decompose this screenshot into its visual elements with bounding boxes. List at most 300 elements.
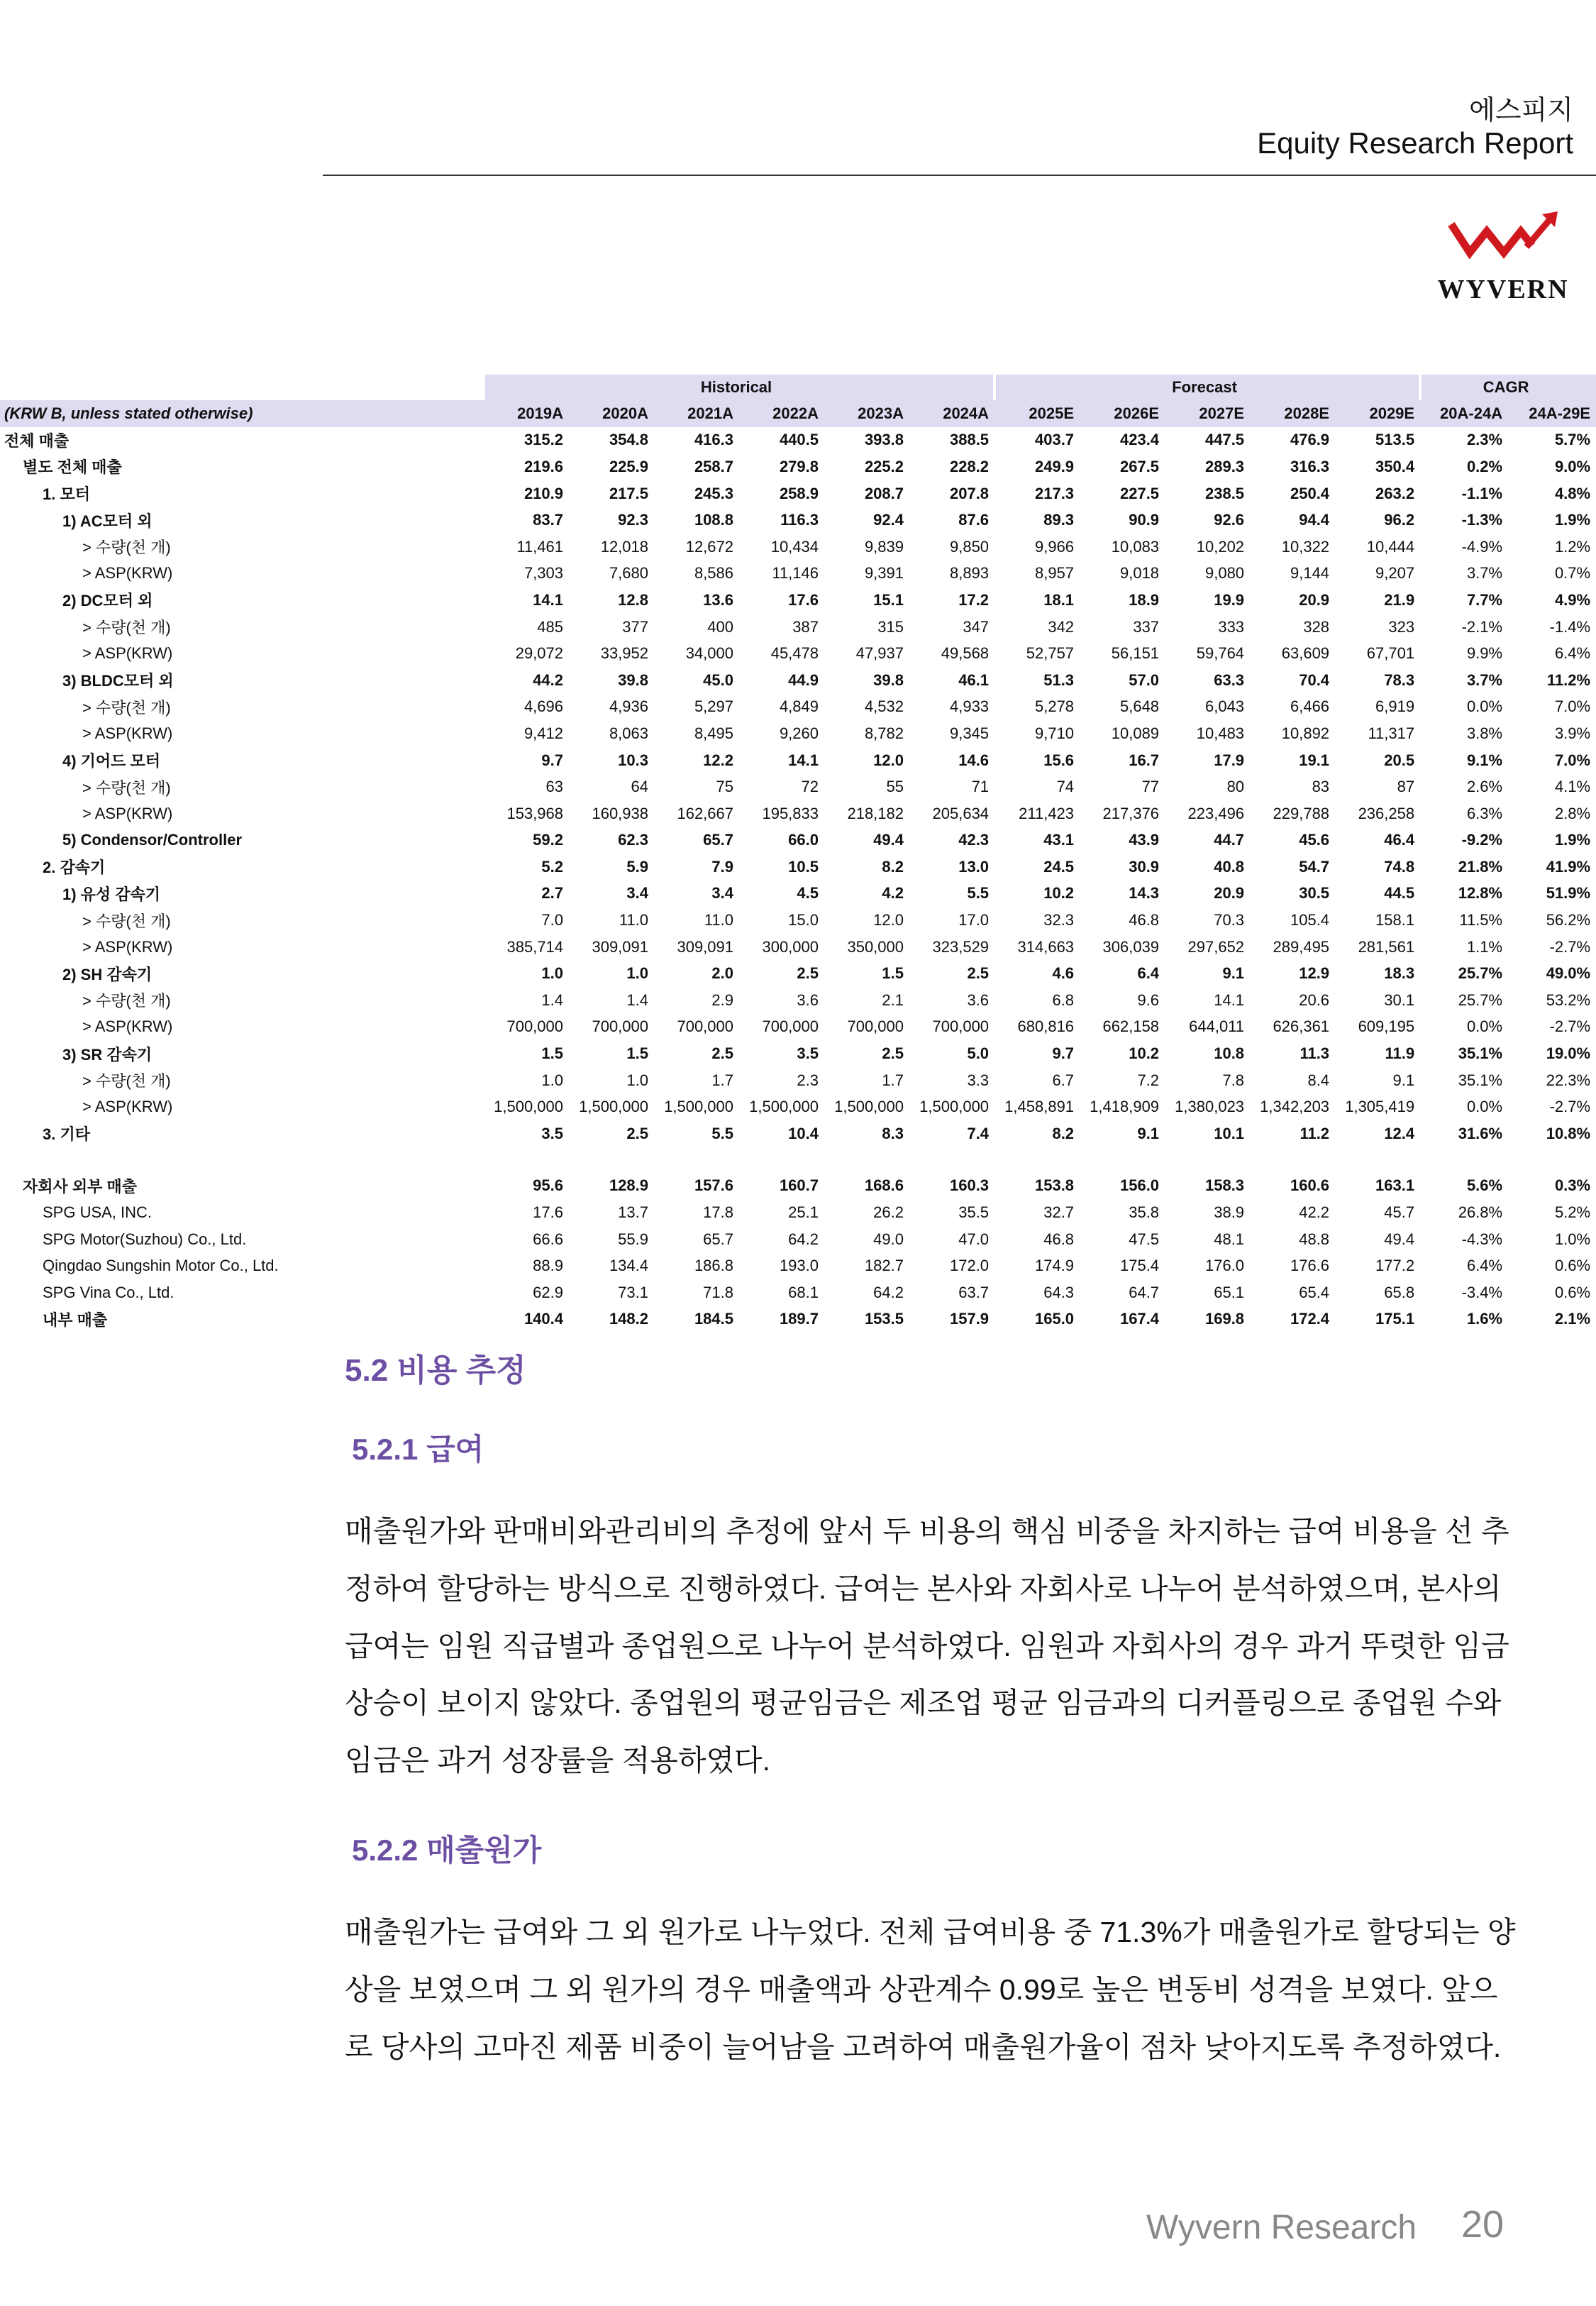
table-cell: 7.8 xyxy=(1222,1071,1245,1089)
table-cell: 10.1 xyxy=(1214,1124,1245,1142)
table-cell: 4.5 xyxy=(797,884,819,903)
row-label: > ASP(KRW) xyxy=(82,644,173,663)
table-cell: 258.9 xyxy=(779,484,819,502)
table-cell: 9,018 xyxy=(1119,564,1160,583)
table-cell: 157.9 xyxy=(949,1310,990,1328)
table-cell: 9,207 xyxy=(1375,564,1415,583)
table-row xyxy=(0,1226,1596,1253)
table-cell: 33,952 xyxy=(600,644,648,663)
table-cell: 30.9 xyxy=(1129,857,1160,876)
row-label: SPG Motor(Suzhou) Co., Ltd. xyxy=(43,1230,247,1248)
table-cell: 217.5 xyxy=(609,484,648,502)
table-cell: 64.2 xyxy=(873,1283,904,1301)
page-number: 20 xyxy=(1461,2203,1504,2246)
table-cell: 10,892 xyxy=(1281,724,1330,742)
table-cell: 1.9% xyxy=(1554,511,1591,529)
table-cell: 25.1 xyxy=(788,1203,819,1222)
table-cell: 87.6 xyxy=(958,511,990,529)
table-cell: 1.9% xyxy=(1554,831,1591,849)
table-cell: 17.9 xyxy=(1214,751,1245,769)
table-cell: 169.8 xyxy=(1204,1310,1245,1328)
row-label: 2. 감속기 xyxy=(43,859,106,877)
table-cell: 10,089 xyxy=(1111,724,1160,742)
table-cell: 0.0% xyxy=(1466,1017,1503,1036)
table-cell: 67,701 xyxy=(1366,644,1415,663)
table-cell: 9,710 xyxy=(1034,724,1075,742)
table-cell: 163.1 xyxy=(1375,1176,1415,1195)
table-cell: 10,434 xyxy=(770,537,819,556)
table-cell: 74 xyxy=(1056,778,1075,796)
table-cell: 4.9% xyxy=(1554,590,1591,609)
table-cell: 0.2% xyxy=(1466,457,1503,475)
table-cell: 4.1% xyxy=(1554,778,1591,796)
header-company: 에스피지 xyxy=(1469,96,1573,126)
table-cell: 9,966 xyxy=(1034,537,1075,556)
table-cell: 6,919 xyxy=(1375,697,1415,716)
table-cell: 10,202 xyxy=(1196,537,1245,556)
table-cell: 6.8 xyxy=(1052,991,1075,1009)
table-cell: 47.0 xyxy=(958,1230,990,1248)
table-cell: 2.9 xyxy=(711,991,733,1009)
table-cell: 416.3 xyxy=(694,431,733,449)
row-label: 4) 기어드 모터 xyxy=(62,752,161,771)
table-cell: 238.5 xyxy=(1204,484,1245,502)
table-row xyxy=(0,1306,1596,1333)
table-cell: 18.1 xyxy=(1043,590,1075,609)
table-cell: 6,043 xyxy=(1204,697,1245,716)
table-cell: 153.8 xyxy=(1034,1176,1075,1195)
row-label: 내부 매출 xyxy=(43,1311,108,1329)
table-cell: 10,083 xyxy=(1111,537,1160,556)
table-cell: 205,634 xyxy=(932,804,990,822)
table-cell: 9.1% xyxy=(1466,751,1503,769)
table-cell: 56,151 xyxy=(1111,644,1160,663)
table-row xyxy=(0,453,1596,480)
table-cell: 3.8% xyxy=(1466,724,1503,742)
row-label: 1) AC모터 외 xyxy=(62,512,153,530)
table-cell: 4,849 xyxy=(779,697,819,716)
table-cell: 20.9 xyxy=(1214,884,1245,903)
table-cell: 158.1 xyxy=(1375,911,1415,929)
table-cell: 7.7% xyxy=(1466,590,1503,609)
table-cell: 44.9 xyxy=(788,671,819,689)
table-cell: 43.1 xyxy=(1043,831,1075,849)
table-cell: 5.9 xyxy=(626,857,648,876)
table-cell: 10.3 xyxy=(618,751,648,769)
table-cell: 15.6 xyxy=(1043,751,1075,769)
table-cell: 1.7 xyxy=(711,1071,733,1089)
table-cell: 55.9 xyxy=(618,1230,648,1248)
table-cell: 316.3 xyxy=(1290,457,1330,475)
table-cell: 63.7 xyxy=(958,1283,990,1301)
table-cell: 309,091 xyxy=(677,937,733,956)
table-cell: 75 xyxy=(716,778,733,796)
table-cell: 3.9% xyxy=(1554,724,1591,742)
table-cell: 49,568 xyxy=(941,644,990,663)
table-row xyxy=(0,854,1596,881)
table-cell: 189.7 xyxy=(779,1310,819,1328)
table-cell: 2.5 xyxy=(967,964,990,983)
table-cell: 1.0% xyxy=(1554,1230,1591,1248)
table-cell: 39.8 xyxy=(873,671,904,689)
table-cell: 5.0 xyxy=(967,1044,990,1063)
table-cell: 17.6 xyxy=(788,590,819,609)
row-label: > ASP(KRW) xyxy=(82,1098,173,1116)
table-cell: 158.3 xyxy=(1204,1176,1245,1195)
table-cell: 4,532 xyxy=(864,697,904,716)
table-cell: 42.3 xyxy=(958,831,990,849)
table-cell: 148.2 xyxy=(609,1310,648,1328)
column-header: 2019A xyxy=(484,400,569,427)
table-cell: 385,714 xyxy=(506,937,563,956)
table-cell: 176.6 xyxy=(1290,1257,1330,1275)
table-cell: 73.1 xyxy=(618,1283,648,1301)
row-label: > ASP(KRW) xyxy=(82,564,173,583)
table-cell: 447.5 xyxy=(1204,431,1245,449)
table-row xyxy=(0,1093,1596,1120)
table-cell: 1.6% xyxy=(1466,1310,1503,1328)
table-cell: -4.3% xyxy=(1461,1230,1503,1248)
table-cell: 18.3 xyxy=(1384,964,1415,983)
table-row xyxy=(0,1252,1596,1279)
table-row xyxy=(0,720,1596,747)
table-cell: 289.3 xyxy=(1204,457,1245,475)
footer-brand: Wyvern Research xyxy=(1146,2209,1417,2246)
table-cell: 323,529 xyxy=(932,937,990,956)
row-label: 2) SH 감속기 xyxy=(62,965,153,983)
table-cell: 17.0 xyxy=(958,911,990,929)
table-cell: 2.0 xyxy=(711,964,733,983)
table-cell: 40.8 xyxy=(1214,857,1245,876)
table-cell: 217.3 xyxy=(1034,484,1075,502)
table-cell: 186.8 xyxy=(694,1257,733,1275)
table-cell: 14.1 xyxy=(1214,991,1245,1009)
row-label: > 수량(천 개) xyxy=(82,698,171,717)
table-cell: 35.1% xyxy=(1458,1071,1503,1089)
table-cell: 17.6 xyxy=(533,1203,563,1222)
row-label: 5) Condensor/Controller xyxy=(62,831,243,849)
table-row xyxy=(0,427,1596,454)
table-cell: 17.2 xyxy=(958,590,990,609)
table-cell: 19.0% xyxy=(1546,1044,1591,1063)
table-cell: 7.2 xyxy=(1137,1071,1160,1089)
table-cell: 46.8 xyxy=(1129,911,1160,929)
table-cell: 700,000 xyxy=(677,1017,733,1036)
table-cell: 279.8 xyxy=(779,457,819,475)
table-cell: 11.5% xyxy=(1459,911,1503,929)
column-header: 24A-29E xyxy=(1508,400,1596,427)
table-cell: 700,000 xyxy=(762,1017,819,1036)
unit-label: (KRW B, unless stated otherwise) xyxy=(0,400,484,427)
row-label: > 수량(천 개) xyxy=(82,619,171,637)
spacer-cell xyxy=(0,1147,1596,1173)
table-cell: -1.4% xyxy=(1549,617,1591,636)
table-cell: 160,938 xyxy=(592,804,648,822)
table-cell: 153,968 xyxy=(506,804,563,822)
table-cell: 2.3% xyxy=(1466,431,1503,449)
table-row xyxy=(0,507,1596,534)
table-cell: 68.1 xyxy=(788,1283,819,1301)
table-column-header xyxy=(0,400,1596,427)
table-cell: 4.6 xyxy=(1052,964,1075,983)
table-cell: 49.4 xyxy=(873,831,904,849)
table-cell: 35.5 xyxy=(958,1203,990,1222)
table-cell: 156.0 xyxy=(1119,1176,1160,1195)
table-cell: 400 xyxy=(707,617,733,636)
table-cell: 281,561 xyxy=(1358,937,1415,956)
table-cell: 1,500,000 xyxy=(919,1098,990,1116)
table-cell: 21.9 xyxy=(1384,590,1415,609)
table-cell: 52,757 xyxy=(1026,644,1075,663)
table-row xyxy=(0,667,1596,694)
table-cell: 7,303 xyxy=(523,564,563,583)
table-cell: 25.7% xyxy=(1458,991,1503,1009)
table-row xyxy=(0,800,1596,827)
table-cell: 71 xyxy=(971,778,990,796)
table-cell: 15.1 xyxy=(873,590,904,609)
table-cell: 9.0% xyxy=(1554,457,1591,475)
table-row xyxy=(0,1014,1596,1041)
table-cell: 8,586 xyxy=(694,564,733,583)
table-cell: 11.0 xyxy=(704,911,733,929)
row-label: 3. 기타 xyxy=(43,1125,90,1144)
table-cell: 48.1 xyxy=(1214,1230,1245,1248)
table-cell: -2.1% xyxy=(1461,617,1503,636)
section-title: 5.2 비용 추정 xyxy=(345,1353,526,1388)
table-cell: 4.8% xyxy=(1554,484,1591,502)
table-cell: 25.7% xyxy=(1458,964,1503,983)
table-cell: 41.9% xyxy=(1546,857,1591,876)
table-cell: 66.0 xyxy=(788,831,819,849)
table-row xyxy=(0,480,1596,507)
table-cell: 2.5 xyxy=(711,1044,733,1063)
table-cell: 14.6 xyxy=(958,751,990,769)
table-cell: 12.0 xyxy=(873,751,904,769)
table-cell: 59,764 xyxy=(1196,644,1245,663)
table-cell: 700,000 xyxy=(506,1017,563,1036)
table-cell: 65.1 xyxy=(1214,1283,1245,1301)
table-cell: 5.5 xyxy=(711,1124,733,1142)
table-cell: 92.6 xyxy=(1214,511,1245,529)
table-cell: 39.8 xyxy=(618,671,648,689)
table-cell: 513.5 xyxy=(1375,431,1415,449)
table-cell: 153.5 xyxy=(864,1310,904,1328)
header-rule xyxy=(323,175,1596,176)
table-cell: 182.7 xyxy=(864,1257,904,1275)
table-cell: 3.5 xyxy=(797,1044,819,1063)
table-cell: 160.3 xyxy=(949,1176,990,1195)
group-cagr: CAGR xyxy=(1420,375,1596,400)
table-cell: 38.9 xyxy=(1214,1203,1245,1222)
table-cell: 10.2 xyxy=(1129,1044,1160,1063)
table-cell: 13.7 xyxy=(618,1203,648,1222)
row-label: 3) BLDC모터 외 xyxy=(62,672,174,690)
group-forecast: Forecast xyxy=(994,375,1420,400)
table-cell: 62.9 xyxy=(533,1283,563,1301)
table-cell: 72 xyxy=(801,778,819,796)
table-cell: 65.7 xyxy=(703,1230,733,1248)
table-cell: 44.5 xyxy=(1384,884,1415,903)
table-cell: 4.2 xyxy=(882,884,904,903)
table-cell: 2.3 xyxy=(797,1071,819,1089)
table-cell: -2.7% xyxy=(1549,1017,1591,1036)
table-cell: 626,361 xyxy=(1273,1017,1330,1036)
table-cell: 225.9 xyxy=(609,457,648,475)
table-cell: 6.4% xyxy=(1466,1257,1503,1275)
table-cell: 423.4 xyxy=(1119,431,1160,449)
revenue-table xyxy=(0,375,1596,1333)
table-cell: 14.1 xyxy=(533,590,563,609)
column-header: 2025E xyxy=(994,400,1080,427)
table-cell: 309,091 xyxy=(592,937,648,956)
table-cell: 59.2 xyxy=(533,831,563,849)
table-row xyxy=(0,987,1596,1014)
row-label: 2) DC모터 외 xyxy=(62,592,153,610)
table-cell: 34,000 xyxy=(685,644,733,663)
table-cell: 1,418,909 xyxy=(1090,1098,1160,1116)
row-label: > 수량(천 개) xyxy=(82,912,171,930)
table-row xyxy=(0,694,1596,721)
table-cell: 96.2 xyxy=(1384,511,1415,529)
table-cell: 7.9 xyxy=(711,857,733,876)
table-cell: 403.7 xyxy=(1034,431,1075,449)
row-label: > 수량(천 개) xyxy=(82,1072,171,1091)
table-row xyxy=(0,827,1596,854)
table-cell: 174.9 xyxy=(1034,1257,1075,1275)
table-cell: 14.3 xyxy=(1129,884,1160,903)
table-cell: 328 xyxy=(1303,617,1330,636)
table-spacer-row xyxy=(0,1147,1596,1173)
table-cell: 16.7 xyxy=(1129,751,1160,769)
table-row xyxy=(0,534,1596,561)
table-cell: 51.3 xyxy=(1043,671,1075,689)
table-cell: 12.0 xyxy=(873,911,904,929)
table-cell: 20.6 xyxy=(1299,991,1330,1009)
table-cell: 354.8 xyxy=(609,431,648,449)
table-cell: -4.9% xyxy=(1461,537,1503,556)
table-cell: -2.7% xyxy=(1549,937,1591,956)
table-row xyxy=(0,561,1596,587)
table-row xyxy=(0,934,1596,961)
table-cell: 8,063 xyxy=(609,724,648,742)
table-cell: 1.5 xyxy=(882,964,904,983)
table-cell: 5,278 xyxy=(1034,697,1075,716)
table-cell: 9,144 xyxy=(1290,564,1330,583)
row-label: > 수량(천 개) xyxy=(82,539,171,557)
table-cell: 388.5 xyxy=(949,431,990,449)
table-cell: 167.4 xyxy=(1119,1310,1160,1328)
table-cell: 208.7 xyxy=(864,484,904,502)
table-cell: 393.8 xyxy=(864,431,904,449)
table-cell: 172.0 xyxy=(949,1257,990,1275)
group-historical: Historical xyxy=(484,375,994,400)
table-cell: 20.9 xyxy=(1299,590,1330,609)
table-row xyxy=(0,907,1596,934)
table-cell: 71.8 xyxy=(703,1283,733,1301)
table-cell: 88.9 xyxy=(533,1257,563,1275)
table-cell: 315 xyxy=(877,617,904,636)
table-cell: 342 xyxy=(1048,617,1075,636)
table-cell: 3.6 xyxy=(967,991,990,1009)
table-cell: 4,696 xyxy=(523,697,563,716)
table-cell: 21.8% xyxy=(1458,857,1503,876)
table-cell: 162,667 xyxy=(677,804,733,822)
table-cell: 11,461 xyxy=(516,537,563,556)
table-cell: 8.2 xyxy=(882,857,904,876)
table-cell: 1.0 xyxy=(626,1071,648,1089)
table-cell: 5.6% xyxy=(1466,1176,1503,1195)
table-row xyxy=(0,1067,1596,1094)
table-cell: 8.2 xyxy=(1052,1124,1075,1142)
column-header: 2022A xyxy=(739,400,824,427)
table-cell: 31.6% xyxy=(1458,1124,1503,1142)
table-cell: 9,412 xyxy=(523,724,563,742)
table-cell: 9,391 xyxy=(864,564,904,583)
table-cell: 236,258 xyxy=(1358,804,1415,822)
table-cell: 83 xyxy=(1312,778,1330,796)
table-cell: 2.7 xyxy=(541,884,563,903)
table-cell: 644,011 xyxy=(1189,1017,1245,1036)
table-cell: 1,458,891 xyxy=(1004,1098,1075,1116)
table-cell: 9,839 xyxy=(864,537,904,556)
table-cell: 134.4 xyxy=(609,1257,648,1275)
table-cell: 42.2 xyxy=(1299,1203,1330,1222)
column-header: 2024A xyxy=(909,400,994,427)
table-cell: 7.0% xyxy=(1554,751,1591,769)
table-cell: 128.9 xyxy=(609,1176,648,1195)
table-cell: 49.0 xyxy=(873,1230,904,1248)
table-cell: 700,000 xyxy=(592,1017,648,1036)
table-cell: 10,444 xyxy=(1366,537,1415,556)
table-cell: 116.3 xyxy=(780,511,819,529)
table-cell: 63,609 xyxy=(1281,644,1330,663)
table-cell: 20.5 xyxy=(1384,751,1415,769)
table-cell: 1.0 xyxy=(541,1071,563,1089)
table-cell: 8,495 xyxy=(694,724,733,742)
table-cell: 0.6% xyxy=(1554,1257,1591,1275)
table-cell: 700,000 xyxy=(932,1017,990,1036)
table-cell: 44.2 xyxy=(533,671,563,689)
table-cell: 32.3 xyxy=(1043,911,1075,929)
table-cell: 217,376 xyxy=(1102,804,1160,822)
row-label: 전체 매출 xyxy=(4,431,70,450)
table-cell: 65.8 xyxy=(1384,1283,1415,1301)
subsection-title-salary: 5.2.1 급여 xyxy=(352,1433,484,1466)
table-cell: 49.4 xyxy=(1384,1230,1415,1248)
row-label: 3) SR 감속기 xyxy=(62,1045,153,1064)
table-cell: 1.1% xyxy=(1466,937,1503,956)
table-cell: 65.7 xyxy=(703,831,733,849)
column-header: 20A-24A xyxy=(1420,400,1508,427)
table-cell: 8,782 xyxy=(864,724,904,742)
table-cell: 14.1 xyxy=(788,751,819,769)
table-cell: 3.6 xyxy=(797,991,819,1009)
row-label: > ASP(KRW) xyxy=(82,804,173,822)
table-cell: 9.6 xyxy=(1137,991,1160,1009)
table-row xyxy=(0,640,1596,667)
table-cell: 13.6 xyxy=(703,590,733,609)
table-cell: 7.0 xyxy=(541,911,563,929)
table-row xyxy=(0,1199,1596,1226)
table-cell: 1,500,000 xyxy=(494,1098,563,1116)
row-label: 별도 전체 매출 xyxy=(23,458,122,477)
row-label: Qingdao Sungshin Motor Co., Ltd. xyxy=(43,1257,279,1275)
table-cell: 46.8 xyxy=(1043,1230,1075,1248)
table-cell: 175.1 xyxy=(1375,1310,1415,1328)
column-header: 2027E xyxy=(1165,400,1250,427)
table-cell: 223,496 xyxy=(1187,804,1245,822)
table-cell: 7.0% xyxy=(1554,697,1591,716)
